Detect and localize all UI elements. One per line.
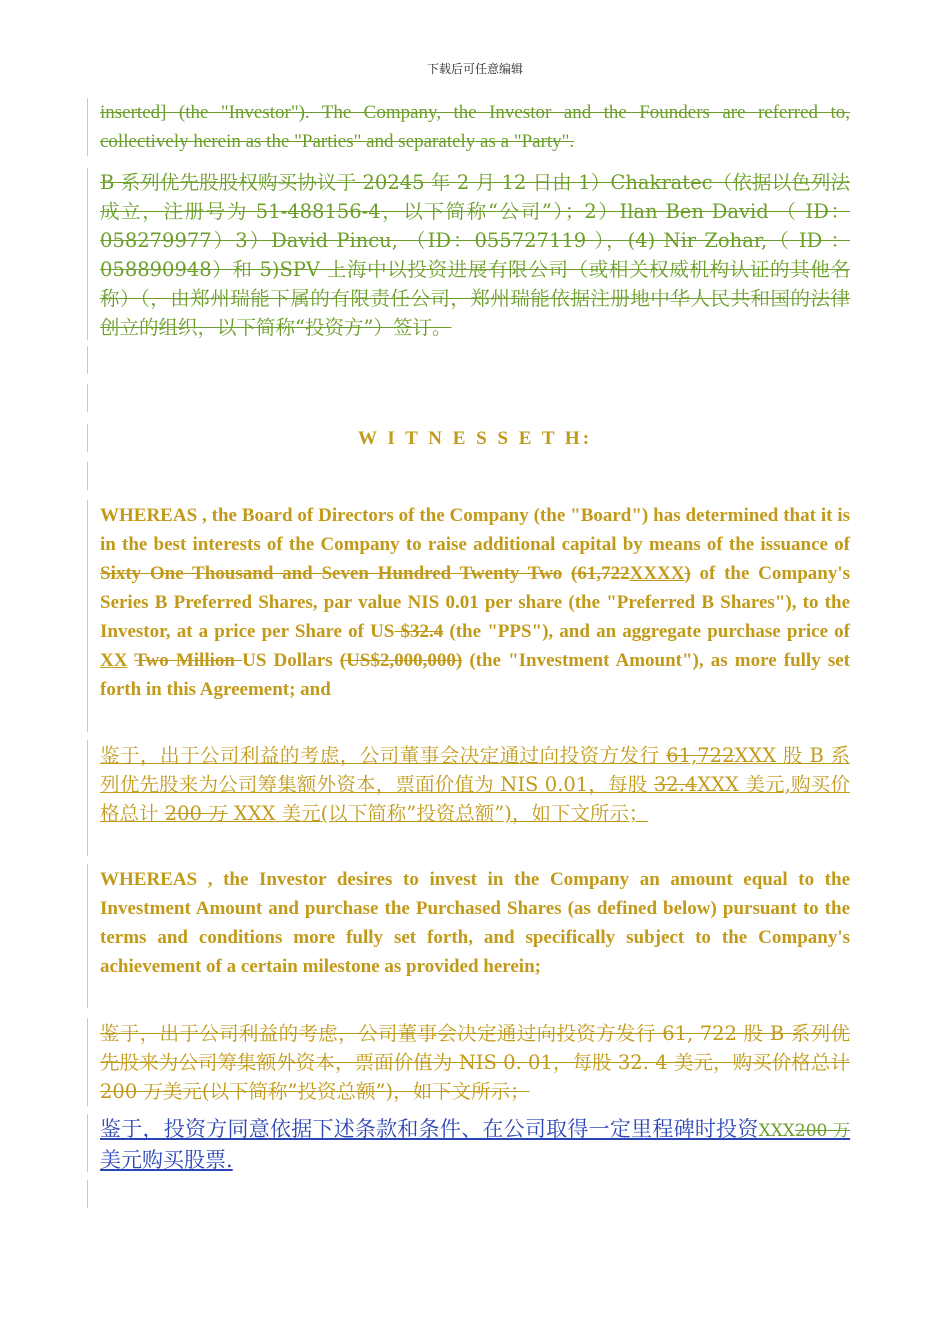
deleted-text: (US$2,000,000) [339, 650, 463, 671]
inserted-text: XXXX [629, 563, 685, 584]
parties-paragraph-english: inserted] (the "Investor"). The Company, the Investor and the Founders are referred to, collectively herein as the "Parties" and separately as a "Party". [100, 102, 850, 152]
deleted-text: 32.4 [653, 773, 698, 796]
change-bar [87, 462, 88, 490]
deleted-text: 61,722 [666, 744, 735, 767]
change-bar [87, 740, 88, 856]
deleted-text: Sixty One Thousand and Seven Hundred Twenty Two [100, 563, 563, 584]
witnesseth-heading: W I T N E S S E T H: [357, 428, 593, 449]
inserted-text: XXX 股 B 系列优先股来为公司筹集额外资本，票面价值为 NIS 0.01，每股 [100, 744, 850, 796]
deleted-text: ) [684, 563, 691, 584]
change-bar [87, 1018, 88, 1106]
change-bar [87, 346, 88, 374]
change-bar [87, 168, 88, 340]
inserted-text: XXX 美元(以下简称”投资总额”)，如下文所示； [227, 802, 649, 825]
deleted-text: 200 万 [794, 1121, 851, 1141]
text-run: WHEREAS , the Board of Directors of the Company (the "Board") has determined that it is in the best interests of the Company to raise additional capital by means of the issuance of [100, 505, 850, 555]
change-bar [87, 384, 88, 412]
inserted-text: XXX [758, 1121, 795, 1141]
inserted-text: 美元购买股票. [100, 1148, 233, 1172]
deleted-text: 200 万 [164, 802, 228, 825]
text-run: US Dollars [242, 650, 340, 671]
change-bar [87, 98, 88, 156]
change-bar [87, 864, 88, 1008]
change-bar [87, 500, 88, 732]
inserted-text: XX [100, 650, 128, 671]
deleted-text: $32.4 [394, 621, 444, 642]
whereas-board-paragraph-chinese-deleted: 鉴于，出于公司利益的考虑，公司董事会决定通过向投资方发行 61, 722 股 B 系列优先股来为公司筹集额外资本，票面价值为 NIS 0. 01，每股 32. 4 美元，购买价格总计 200 万美元(以下简称”投资总额”)，如下文所示； [100, 1022, 850, 1103]
whereas-investor-paragraph: WHEREAS , the Investor desires to invest in the Company an amount equal to the Investment Amount and purchase the Purchased Shares (as defined below) pursuant to the terms and conditions more fully set forth, and specifically subject to the Company's achievement of a certain milestone as provided herein; [100, 869, 850, 977]
change-bar [87, 1114, 88, 1172]
text-run: (the "Investment Amount"), as more fully set forth in this Agreement; and [100, 650, 850, 700]
deleted-text: Two Million [134, 650, 243, 671]
text-run [562, 563, 571, 584]
parties-paragraph-chinese: B 系列优先股股权购买协议于 20245 年 2 月 12 日由 1）Chakratec（依据以色列法成立，注册号为 51-488156-4，以下简称“公司”）；2）Ilan Ben David （ ID： 058279977）3）David Pincu, （ID：055727119 ），(4) Nir Zohar,（ ID ： 058890948）和 5)SPV 上海中以投资进展有限公司（或相关权威机构认证的其他名称）（，由郑州瑞能下属的有限责任公司，郑州瑞能依据注册地中华人民共和国的法律创立的组织，以下简称“投资方”）签订。 [100, 171, 850, 339]
whereas-investor-paragraph-chinese [100, 1115, 850, 1175]
inserted-text: XXX 美元,购买价格总计 [100, 773, 851, 825]
change-bar [87, 1180, 88, 1208]
inserted-text: 鉴于，投资方同意依据下述条款和条件、在公司取得一定里程碑时投资 [100, 1117, 759, 1141]
text-run: of the Company's Series B Preferred Shares, par value NIS 0.01 per share (the "Preferred B Shares"), to the Investor, at a price per Share of US [100, 563, 850, 642]
inserted-text: 鉴于，出于公司利益的考虑，公司董事会决定通过向投资方发行 [100, 744, 667, 767]
text-run: (the "PPS"), and an aggregate purchase price of [443, 621, 850, 642]
whereas-board-paragraph [100, 501, 850, 704]
whereas-board-paragraph-chinese [100, 741, 850, 828]
page-header: 下载后可任意编辑 [426, 62, 523, 76]
deleted-text: (61,722 [571, 563, 630, 584]
